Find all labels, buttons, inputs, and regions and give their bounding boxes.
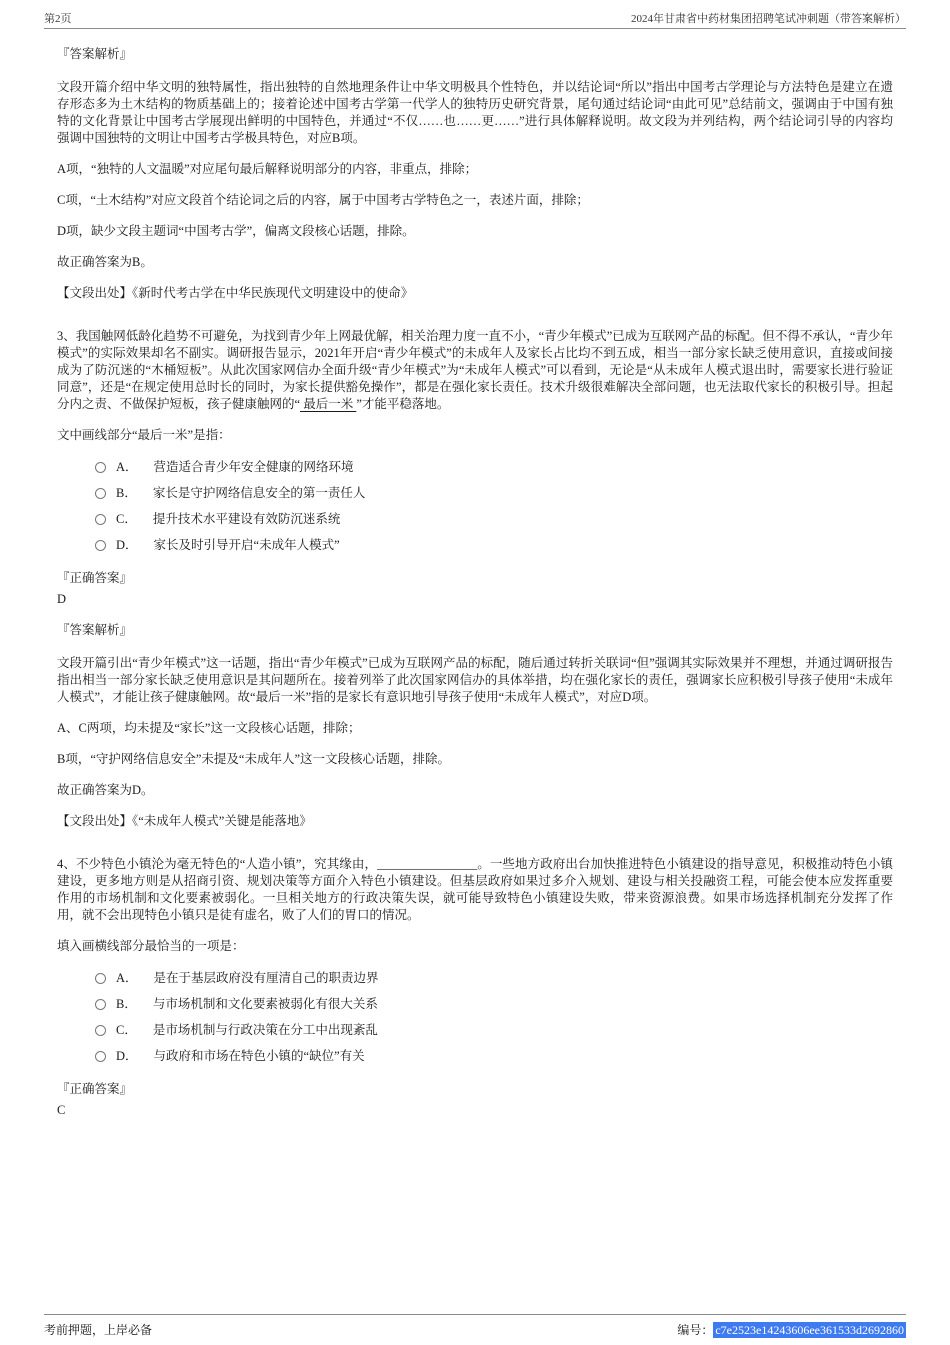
option-label: C． (116, 511, 137, 526)
footer-divider (44, 1314, 906, 1315)
option-text: 与市场机制和文化要素被弱化有很大关系 (152, 996, 378, 1011)
q3-stem (57, 328, 893, 413)
option-label: D． (116, 537, 138, 552)
footer-slogan: 考前押题，上岸必备 (44, 1323, 153, 1337)
q2-source: 【文段出处】《新时代考古学在中华民族现代文明建设中的使命》 (57, 286, 414, 300)
option-text: 是市场机制与行政决策在分工中出现紊乱 (152, 1022, 378, 1037)
q3-stem-part1: 3、我国触网低龄化趋势不可避免，为找到青少年上网最优解，相关治理力度一直不小，“青少年模式”已成为互联网产品的标配。但不得不承认，“青少年模式”的实际效果却名不副实。调研报告显示，2021年开启“青少年模式”的未成年人及家长占比均不到五成，相当一部分家长缺乏使用意识，直接或间接成为了防沉迷的“木桶短板”。从此次国家网信办全面升级“青少年模式”为“未成年人模式”可以看到，无论是“从未成年人模式退出时，需要家长进行验证同意”，还是“在规定使用总时长的同时，为家长提供豁免操作”，都是在强化家长责任。技术升级很难解决全部问题，也无法取代家长的积极引导。担起分内之责、不做保护短板，孩子健康触网的“ (57, 329, 893, 411)
page-header (44, 10, 906, 26)
footer-code (677, 1321, 906, 1338)
radio-icon[interactable] (95, 999, 106, 1010)
option-label: C． (116, 1022, 137, 1037)
q3-analysis-body: 文段开篇引出“青少年模式”这一话题，指出“青少年模式”已成为互联网产品的标配，随后通过转折关联词“但”强调其实际效果并不理想，并通过调研报告指出相当一部分家长缺乏使用意识是其问题所在。接着列举了此次国家网信办的具体举措，均在强化家长的责任，强调家长应积极引导孩子使用“未成年人模式”，才能让孩子健康触网。故“最后一米”指的是家长有意识地引导孩子使用“未成年人模式”，对应D项。 (57, 656, 893, 704)
q2-analysis-conclusion: 故正确答案为B。 (57, 255, 153, 269)
q3-option-d (95, 532, 893, 558)
option-text: 家长及时引导开启“未成年人模式” (153, 537, 340, 552)
q3-correct-answer: D (57, 592, 67, 606)
q3-analysis-item-ac: A、C两项，均未提及“家长”这一文段核心话题，排除； (57, 721, 361, 735)
option-text: 家长是守护网络信息安全的第一责任人 (152, 485, 366, 500)
q3-option-b (95, 480, 893, 506)
q4-option-b (95, 991, 893, 1017)
content-area (57, 46, 893, 1133)
q3-analysis-item-b: B项，“守护网络信息安全”未提及“未成年人”这一文段核心话题，排除。 (57, 752, 451, 766)
radio-icon[interactable] (95, 514, 106, 525)
q3-option-c (95, 506, 893, 532)
q3-stem-underlined-phrase: 最后一米 (300, 397, 357, 411)
footer-code-value[interactable]: c7e2523e14243606ee361533d2692860 (715, 1323, 904, 1337)
radio-icon[interactable] (95, 1025, 106, 1036)
option-text: 营造适合青少年安全健康的网络环境 (153, 459, 354, 474)
q3-source: 【文段出处】《“未成年人模式”关键是能落地》 (57, 814, 312, 828)
q2-analysis-heading: 『答案解析』 (57, 47, 133, 61)
option-label: B． (116, 485, 137, 500)
page-footer (44, 1321, 906, 1338)
q4-options (95, 965, 893, 1069)
q2-analysis-item-d: D项，缺少文段主题词“中国考古学”，偏离文段核心话题，排除。 (57, 224, 415, 238)
q2-analysis-item-c: C项，“土木结构”对应文段首个结论词之后的内容，属于中国考古学特色之一，表述片面，排除； (57, 193, 589, 207)
option-text: 与政府和市场在特色小镇的“缺位”有关 (153, 1048, 365, 1063)
header-divider (44, 28, 906, 29)
q4-stem: 4、不少特色小镇沦为毫无特色的“人造小镇”，究其缘由，________________。一些地方政府出台加快推进特色小镇建设的指导意见，积极推动特色小镇建设，更多地方则是从招商引资、规划决策等方面介入特色小镇建设。但基层政府如果过多介入规划、建设与相关投融资工程，可能会使本应发挥重要作用的市场机制和文化要素被弱化。一旦相关地方的行政决策失误，就可能导致特色小镇建设失败，带来资源浪费。如果市场选择机制充分发挥了作用，就不会出现特色小镇只是徒有虚名，败了人们的胃口的情况。 (57, 857, 893, 922)
q4-option-d (95, 1043, 893, 1069)
option-label: A． (116, 459, 138, 474)
q3-options (95, 454, 893, 558)
q4-option-a (95, 965, 893, 991)
option-label: B． (116, 996, 137, 1011)
page-number: 第2页 (44, 13, 72, 25)
q3-analysis-heading: 『答案解析』 (57, 623, 133, 637)
footer-code-label: 编号： (677, 1323, 714, 1337)
option-label: A． (116, 970, 138, 985)
q3-correct-answer-heading: 『正确答案』 (57, 571, 133, 585)
radio-icon[interactable] (95, 462, 106, 473)
radio-icon[interactable] (95, 973, 106, 984)
q2-analysis-body: 文段开篇介绍中华文明的独特属性，指出独特的自然地理条件让中华文明极具个性特色，并以结论词“所以”指出中国考古学理论与方法特色是建立在遗存形态多为土木结构的物质基础上的；接着论述中国考古学第一代学人的独特历史研究背景，尾句通过结论词“由此可见”总结前文，强调由于中国有独特的文化背景让中国考古学展现出鲜明的中国特色，并通过“不仅……也……更……”进行具体解释说明。故文段为并列结构，两个结论词引导的内容均强调中国独特的文明让中国考古学极具特色，对应B项。 (57, 80, 893, 145)
q4-question: 填入画横线部分最恰当的一项是： (57, 939, 245, 953)
option-text: 提升技术水平建设有效防沉迷系统 (152, 511, 341, 526)
q2-analysis-item-a: A项，“独特的人文温暖”对应尾句最后解释说明部分的内容，非重点，排除； (57, 162, 478, 176)
q3-option-a (95, 454, 893, 480)
document-title: 2024年甘肃省中药材集团招聘笔试冲刺题（带答案解析） (631, 13, 906, 25)
radio-icon[interactable] (95, 1051, 106, 1062)
q4-option-c (95, 1017, 893, 1043)
q4-correct-answer-heading: 『正确答案』 (57, 1082, 133, 1096)
radio-icon[interactable] (95, 540, 106, 551)
option-text: 是在于基层政府没有厘清自己的职责边界 (153, 970, 379, 985)
q3-question: 文中画线部分“最后一米”是指： (57, 428, 231, 442)
q4-correct-answer: C (57, 1103, 66, 1117)
radio-icon[interactable] (95, 488, 106, 499)
option-label: D． (116, 1048, 138, 1063)
q3-analysis-conclusion: 故正确答案为D。 (57, 783, 154, 797)
q3-stem-part2: ”才能平稳落地。 (356, 397, 450, 411)
